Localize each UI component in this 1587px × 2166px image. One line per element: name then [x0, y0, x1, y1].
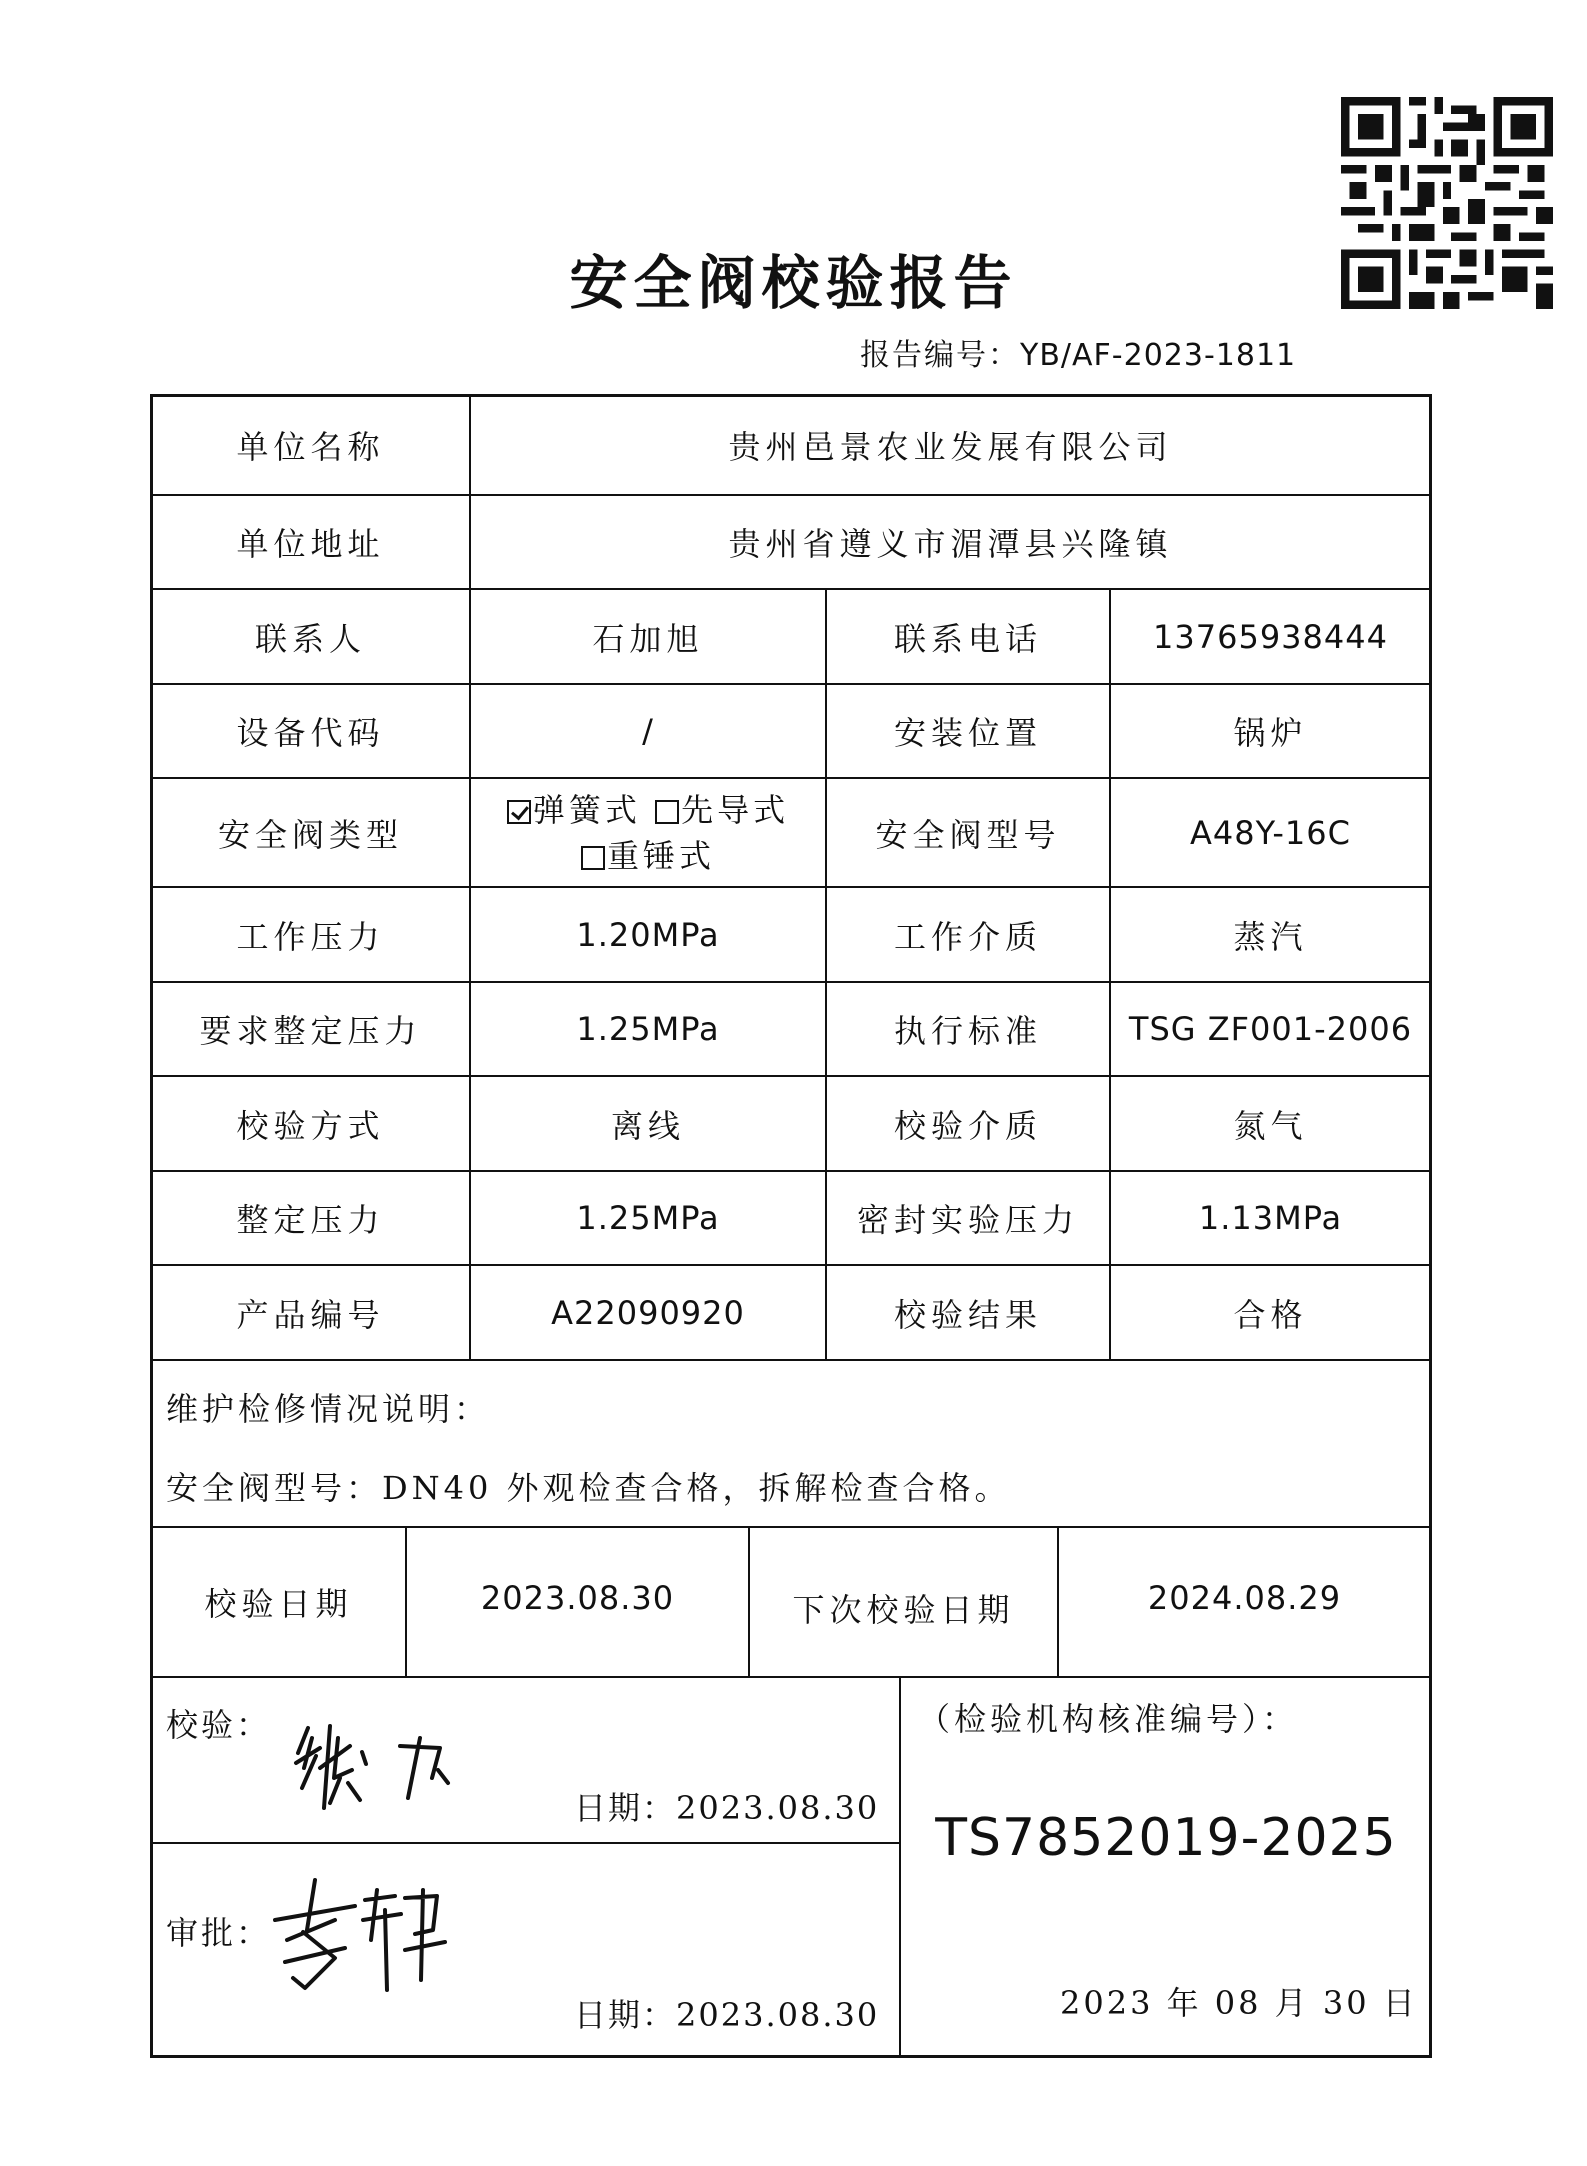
check-date-value: 2023.08.30	[480, 1579, 675, 1617]
set-pressure-label: 整定压力	[236, 1201, 385, 1239]
page-title: 安全阀校验报告	[569, 249, 1018, 317]
test-medium-value: 氮气	[1233, 1106, 1308, 1145]
checkbox-icon	[655, 800, 679, 824]
report-number-label: 报告编号：	[860, 338, 1020, 373]
unit-name-label: 单位名称	[236, 428, 385, 466]
required-set-pressure-label: 要求整定压力	[199, 1012, 422, 1050]
test-medium-label: 校验介质	[893, 1106, 1042, 1145]
notes-body: 安全阀型号：DN40 外观检查合格，拆解检查合格。	[166, 1469, 1011, 1507]
seal-pressure-label: 密封实验压力	[856, 1201, 1079, 1239]
checker-label: 校验：	[166, 1706, 272, 1744]
checkbox-checked-icon	[507, 800, 531, 824]
valve-type-option-weight[interactable]: 重锤式	[581, 837, 715, 875]
next-date-label: 下次校验日期	[792, 1591, 1015, 1629]
product-no-value: A22090920	[551, 1293, 745, 1332]
valve-type-option-spring[interactable]: 弹簧式	[507, 791, 641, 829]
unit-name-value: 贵州邑景农业发展有限公司	[728, 428, 1173, 466]
work-medium-label: 工作介质	[893, 917, 1042, 956]
work-pressure-value: 1.20MPa	[576, 915, 720, 954]
notes-heading: 维护检修情况说明：	[166, 1390, 491, 1428]
org-approval-number: TS7852019-2025	[935, 1808, 1397, 1868]
valve-type-option-pilot[interactable]: 先导式	[655, 791, 789, 829]
work-pressure-label: 工作压力	[236, 917, 385, 956]
required-set-pressure-value: 1.25MPa	[576, 1010, 720, 1048]
set-pressure-value: 1.25MPa	[576, 1199, 720, 1237]
phone-label: 联系电话	[893, 619, 1042, 658]
device-code-value: /	[642, 712, 654, 750]
approver-date: 日期：2023.08.30	[574, 1996, 880, 2034]
report-number-value: YB/AF-2023-1811	[1020, 338, 1297, 373]
work-medium-value: 蒸汽	[1233, 917, 1308, 956]
valve-type-label: 安全阀类型	[217, 815, 403, 854]
standard-value: TSG ZF001-2006	[1128, 1010, 1413, 1048]
seal-pressure-value: 1.13MPa	[1198, 1199, 1343, 1237]
unit-address-value: 贵州省遵义市湄潭县兴隆镇	[728, 525, 1173, 563]
check-date-label: 校验日期	[204, 1585, 353, 1623]
install-location-label: 安装位置	[893, 714, 1042, 752]
issue-date: 2023 年 08 月 30 日	[1060, 1984, 1418, 2022]
result-value: 合格	[1233, 1295, 1308, 1334]
checkbox-icon	[581, 846, 605, 870]
org-approval-label: （检验机构核准编号）：	[918, 1700, 1299, 1738]
valve-model-label: 安全阀型号	[875, 815, 1061, 854]
contact-label: 联系人	[254, 619, 366, 658]
valve-type-options	[471, 779, 825, 886]
checker-date: 日期：2023.08.30	[574, 1789, 880, 1827]
valve-model-value: A48Y-16C	[1190, 813, 1351, 852]
approver-signature	[265, 1870, 465, 2010]
install-location-value: 锅炉	[1233, 714, 1308, 752]
unit-address-label: 单位地址	[236, 525, 385, 563]
contact-value: 石加旭	[592, 619, 704, 658]
product-no-label: 产品编号	[236, 1295, 385, 1334]
standard-label: 执行标准	[893, 1012, 1042, 1050]
next-date-value: 2024.08.29	[1147, 1579, 1342, 1617]
result-label: 校验结果	[893, 1295, 1042, 1334]
method-label: 校验方式	[236, 1106, 385, 1145]
report-number	[860, 330, 1296, 374]
phone-value: 13765938444	[1153, 617, 1388, 656]
approver-label: 审批：	[166, 1914, 272, 1952]
method-value: 离线	[610, 1106, 685, 1145]
checker-signature	[290, 1708, 490, 1828]
device-code-label: 设备代码	[236, 714, 385, 752]
